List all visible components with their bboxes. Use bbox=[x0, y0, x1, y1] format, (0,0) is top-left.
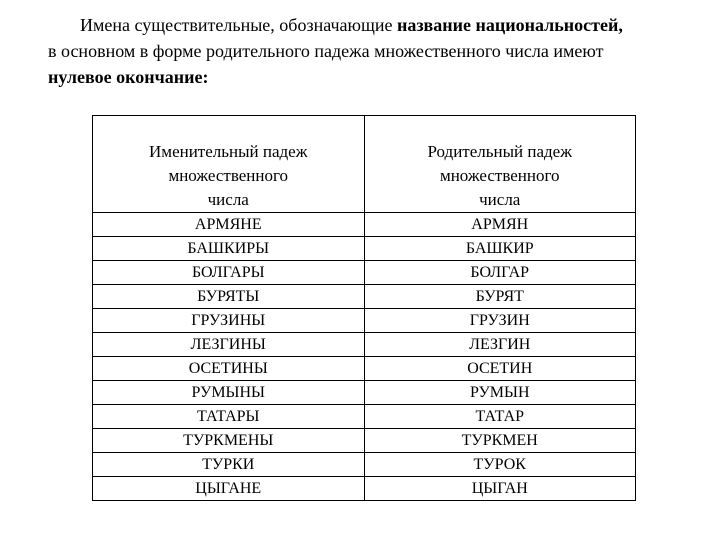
nominative-cell: БОЛГАРЫ bbox=[93, 261, 365, 285]
nominative-cell: ТАТАРЫ bbox=[93, 405, 365, 429]
nominative-cell: ТУРКИ bbox=[93, 453, 365, 477]
intro-paragraph bbox=[48, 12, 698, 90]
nominative-cell: ЦЫГАНЕ bbox=[93, 477, 365, 501]
table-row bbox=[93, 213, 636, 237]
intro-line-3: нулевое окончание: bbox=[48, 67, 209, 87]
table-row bbox=[93, 309, 636, 333]
nominative-cell: ЛЕЗГИНЫ bbox=[93, 333, 365, 357]
genitive-cell: АРМЯН bbox=[364, 213, 636, 237]
genitive-cell: ЛЕЗГИН bbox=[364, 333, 636, 357]
nominative-cell: ТУРКМЕНЫ bbox=[93, 429, 365, 453]
table-row bbox=[93, 261, 636, 285]
nominative-cell: ОСЕТИНЫ bbox=[93, 357, 365, 381]
genitive-cell: ОСЕТИН bbox=[364, 357, 636, 381]
genitive-cell: ТАТАР bbox=[364, 405, 636, 429]
table-row bbox=[93, 381, 636, 405]
nominative-cell: БУРЯТЫ bbox=[93, 285, 365, 309]
header-nominative-plural: Именительный падеж множественного числа bbox=[93, 116, 365, 213]
genitive-cell: БУРЯТ bbox=[364, 285, 636, 309]
table-row bbox=[93, 477, 636, 501]
genitive-cell: БОЛГАР bbox=[364, 261, 636, 285]
intro-line-1-plain: Имена существительные, обозначающие bbox=[80, 15, 397, 35]
intro-line-1 bbox=[48, 12, 698, 38]
genitive-cell: РУМЫН bbox=[364, 381, 636, 405]
nationality-cases-table bbox=[92, 115, 636, 501]
table-row bbox=[93, 285, 636, 309]
genitive-cell: ТУРКМЕН bbox=[364, 429, 636, 453]
table-header-row bbox=[93, 116, 636, 213]
table-row bbox=[93, 405, 636, 429]
intro-line-1-bold: название национальностей, bbox=[396, 15, 623, 35]
table-row bbox=[93, 453, 636, 477]
table-row bbox=[93, 333, 636, 357]
table-row bbox=[93, 429, 636, 453]
table-row bbox=[93, 357, 636, 381]
intro-line-2: в основном в форме родительного падежа множественного числа имеют bbox=[48, 41, 604, 61]
nominative-cell: РУМЫНЫ bbox=[93, 381, 365, 405]
table-row bbox=[93, 237, 636, 261]
nominative-cell: БАШКИРЫ bbox=[93, 237, 365, 261]
nominative-cell: ГРУЗИНЫ bbox=[93, 309, 365, 333]
genitive-cell: БАШКИР bbox=[364, 237, 636, 261]
genitive-cell: ТУРОК bbox=[364, 453, 636, 477]
table-body bbox=[93, 213, 636, 501]
nominative-cell: АРМЯНЕ bbox=[93, 213, 365, 237]
genitive-cell: ЦЫГАН bbox=[364, 477, 636, 501]
genitive-cell: ГРУЗИН bbox=[364, 309, 636, 333]
header-genitive-plural: Родительный падеж множественного числа bbox=[364, 116, 636, 213]
